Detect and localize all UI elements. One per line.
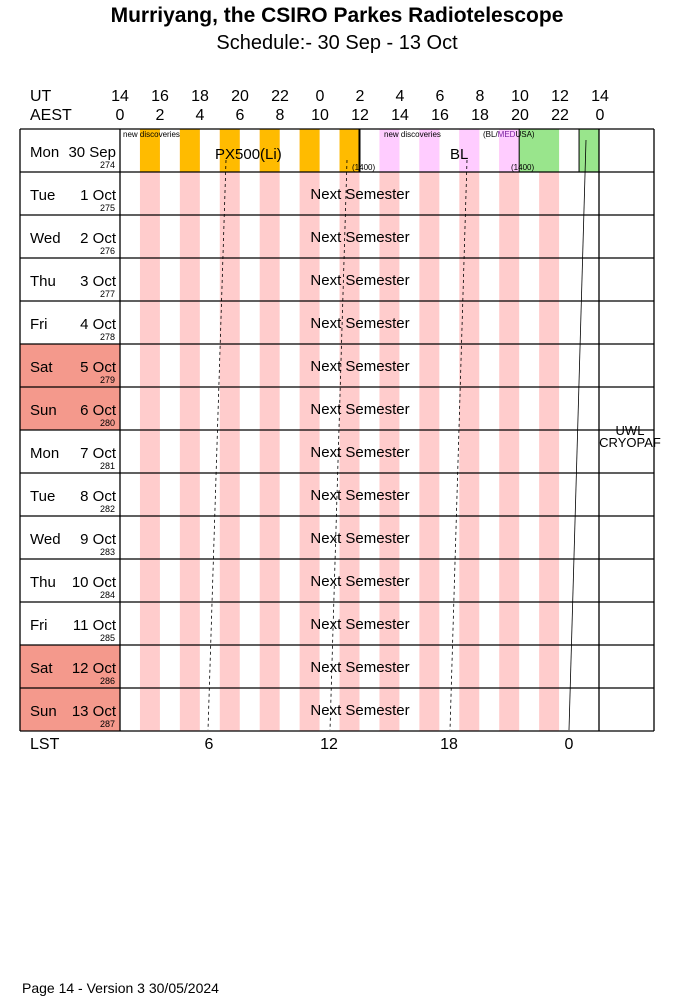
aest-tick: 0 [595,107,605,124]
aest-tick: 20 [511,107,529,124]
day-name: Sat [30,359,53,376]
day-name: Tue [30,187,56,204]
day-name: Mon [30,445,60,462]
px500-label: PX500(Li) [215,146,282,163]
px500-note: new discoveries [123,130,180,139]
lst-tick: 0 [564,736,574,753]
aest-tick: 18 [471,107,489,124]
ut-tick: 6 [435,88,445,105]
day-date: 6 Oct [80,402,116,419]
ut-tick: 20 [231,88,249,105]
day-name: Thu [30,273,56,290]
day-date: 10 Oct [71,574,116,591]
semester-label: Next Semester [310,229,410,246]
day-name: Sun [30,402,57,419]
lst-tick: 18 [440,736,458,753]
day-cell [20,645,119,688]
aest-tick: 16 [431,107,449,124]
day-of-year: 274 [99,160,115,170]
ut-tick: 16 [151,88,169,105]
aest-axis-label: AEST [30,107,72,124]
day-name: Sun [30,703,57,720]
day-of-year: 280 [99,418,115,428]
page-title: Murriyang, the CSIRO Parkes Radiotelescope [110,4,564,27]
day-cell [20,430,119,473]
day-name: Tue [30,488,56,505]
day-cell [20,258,119,301]
aest-tick: 6 [235,107,245,124]
bl-tag: (BL/MEDUSA) [483,130,535,139]
day-date: 2 Oct [80,230,116,247]
bl-frequency: (1400) [511,163,535,172]
day-date: 4 Oct [80,316,116,333]
aest-tick: 8 [275,107,285,124]
semester-label: Next Semester [310,186,410,203]
receiver-uwl: UWL [615,423,645,438]
semester-label: Next Semester [310,315,410,332]
lst-line [569,140,586,730]
day-cell [20,301,119,344]
semester-label: Next Semester [310,272,410,289]
day-date: 5 Oct [80,359,116,376]
bl-note: new discoveries [384,130,441,139]
day-name: Sat [30,660,53,677]
ut-tick: 14 [591,88,609,105]
day-of-year: 278 [99,332,115,342]
day-of-year: 285 [99,633,115,643]
aest-tick: 12 [351,107,369,124]
ut-tick: 14 [111,88,129,105]
day-cell [20,129,119,172]
ut-tick: 2 [355,88,365,105]
lst-tick: 12 [320,736,338,753]
day-of-year: 283 [99,547,115,557]
day-date: 9 Oct [80,531,116,548]
day-cell [20,215,119,258]
green-block [579,129,599,172]
px500-frequency: (1400) [352,163,376,172]
semester-label: Next Semester [310,616,410,633]
day-of-year: 284 [99,590,115,600]
semester-label: Next Semester [310,573,410,590]
semester-label: Next Semester [310,358,410,375]
ut-tick: 12 [551,88,569,105]
day-date: 30 Sep [68,144,116,161]
ut-tick: 4 [395,88,405,105]
aest-tick: 2 [155,107,165,124]
page-subtitle: Schedule:- 30 Sep - 13 Oct [216,32,458,54]
semester-label: Next Semester [310,401,410,418]
ut-tick: 8 [475,88,485,105]
day-cell [20,172,119,215]
aest-tick: 10 [311,107,329,124]
day-cell [20,473,119,516]
day-date: 7 Oct [80,445,116,462]
day-of-year: 276 [99,246,115,256]
day-cell [20,516,119,559]
ut-tick: 18 [191,88,209,105]
aest-tick: 14 [391,107,409,124]
day-cell [20,387,119,430]
lst-axis-label: LST [30,736,60,753]
semester-label: Next Semester [310,702,410,719]
day-cell [20,344,119,387]
aest-tick: 0 [115,107,125,124]
semester-label: Next Semester [310,530,410,547]
day-name: Thu [30,574,56,591]
page-footer: Page 14 - Version 3 30/05/2024 [22,980,219,996]
receiver-label [590,425,670,449]
ut-axis-label: UT [30,88,52,105]
bl-label: BL [450,146,469,163]
day-of-year: 275 [99,203,115,213]
day-date: 13 Oct [71,703,116,720]
px500-block [300,129,320,172]
day-date: 3 Oct [80,273,116,290]
day-cell [20,602,119,645]
day-of-year: 279 [99,375,115,385]
day-name: Fri [30,617,48,634]
day-date: 12 Oct [71,660,116,677]
aest-tick: 22 [551,107,569,124]
day-cell [20,559,119,602]
semester-label: Next Semester [310,444,410,461]
semester-label: Next Semester [310,487,410,504]
aest-tick: 4 [195,107,205,124]
day-of-year: 282 [99,504,115,514]
day-of-year: 277 [99,289,115,299]
day-name: Wed [30,230,61,247]
px500-block [180,129,200,172]
day-date: 8 Oct [80,488,116,505]
day-cell [20,688,119,731]
day-date: 1 Oct [80,187,116,204]
day-of-year: 287 [99,719,115,729]
semester-label: Next Semester [310,659,410,676]
receiver-cryopaf: CRYOPAF [599,435,661,450]
lst-tick: 6 [204,736,214,753]
day-name: Fri [30,316,48,333]
day-of-year: 286 [99,676,115,686]
day-date: 11 Oct [72,617,116,634]
day-name: Mon [30,144,60,161]
day-of-year: 281 [99,461,115,471]
ut-tick: 0 [315,88,325,105]
ut-tick: 10 [511,88,529,105]
day-name: Wed [30,531,61,548]
ut-tick: 22 [271,88,289,105]
